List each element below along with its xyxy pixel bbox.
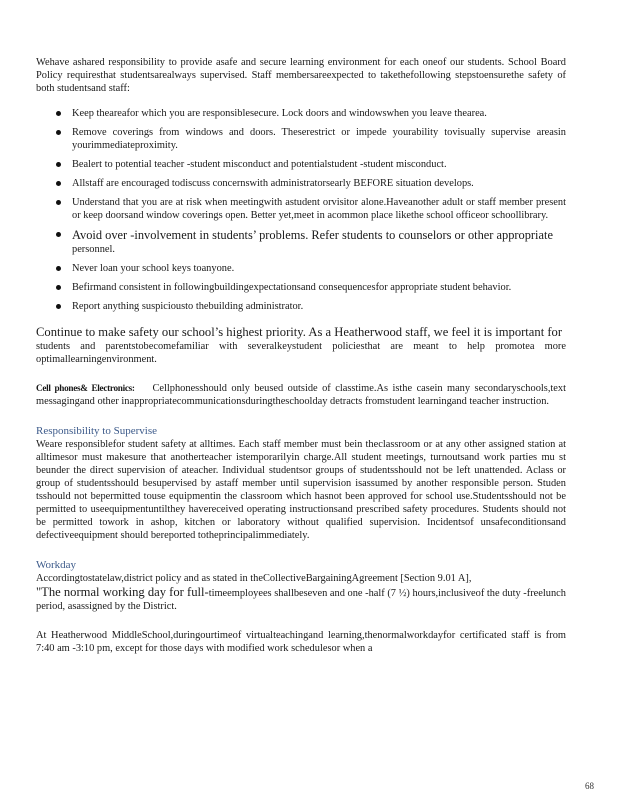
bullet-icon: [56, 200, 61, 205]
workday-quote: [36, 585, 566, 613]
cell-phones-paragraph: [36, 382, 566, 408]
workday-quote-lead: "The normal working day for full-: [36, 585, 209, 599]
priority-lead: Continue to make safety our school’s highest priority. As a Heatherwood staff, we feel it is important for: [36, 325, 563, 339]
heatherwood-paragraph: At Heatherwood MiddleSchool,duringourtimeof virtualteachingand learning,thenormalworkdayfor certificated staff is from 7:40 am -3:10 pm, except for those days with modified work schedulesor when a: [36, 630, 566, 654]
responsibility-heading: Responsibility to Supervise: [36, 425, 157, 437]
workday-section: [36, 558, 566, 613]
workday-line: Accordingtostatelaw,district policy and as stated in theCollectiveBargainingAgreement [Section 9.01 A],: [36, 573, 472, 584]
bullet-icon: [56, 304, 61, 309]
bullet-icon: [56, 162, 61, 167]
workday-heading: Workday: [36, 559, 77, 571]
bullet-icon: [56, 285, 61, 290]
document-page: [36, 56, 566, 655]
bullet-icon: [56, 111, 61, 116]
responsibility-section: [36, 424, 566, 542]
list-item: [56, 196, 566, 222]
list-item: [56, 228, 566, 256]
list-item-text: Understand that you are at risk when meetingwith astudent orvisitor alone.Haveanother adult or staff member present or keep doorsand window coverings open. Better yet,meet in acommon place likethe school officeor schoollibrary.: [72, 197, 566, 221]
list-item: [56, 126, 566, 152]
priority-paragraph: [36, 325, 566, 366]
list-item: [56, 107, 566, 120]
list-item: [56, 158, 566, 171]
page-number: 68: [585, 781, 594, 791]
bullet-icon: [56, 266, 61, 271]
list-item-text-continued: personnel.: [72, 244, 115, 255]
list-item-text: Befirmand consistent in followingbuildingexpectationsand consequencesfor appropriate student behavior.: [72, 282, 512, 293]
list-item-text: Report anything suspiciousto thebuilding administrator.: [72, 301, 304, 312]
list-item-text: Keep theareafor which you are responsiblesecure. Lock doors and windowswhen you leave thearea.: [72, 108, 487, 119]
responsibility-text: Weare responsiblefor student safety at alltimes. Each staff member must bein theclassroom or at any other assigned station at alltimesor must makesure that anotherteacher istemporarilyin charge.All student meetings, turnoutsand work parties mu st beunder the direct supervision of ateacher. Individual studentsor groups of studentsshould not be left unattended. Aclass or group of studentsshould besupervised by astaff member until supervision isassumed by another responsible person. Studen tsshould not bepermitted touse equipmentin the classroom which hasnot been approved for school use.Studentsshould not be permitted to useequipmentuntilthey havereceived operating instructionsand prescribed safety procedures. Students should not be permitted towork in ashop, kitchen or laboratory without qualified supervision. Incidentsof unsafeconditionsand defectiveequipment should bereported totheprincipalimmediately.: [36, 439, 566, 541]
bullet-icon: [56, 181, 61, 186]
intro-paragraph: Wehave ashared responsibility to provide asafe and secure learning environment for each oneof our students. School Board Policy requiresthat studentsarealways supervised. Staff membersareexpected to takethefollowing stepstoensurethe safety of both studentsand staff:: [36, 57, 566, 94]
list-item: [56, 262, 566, 275]
list-item-text: Never loan your school keys toanyone.: [72, 263, 235, 274]
priority-text: students and parentstobecomefamiliar with severalkeystudent policiesthat are meant to help promotea more optimallearningenvironment.: [36, 341, 566, 365]
list-item-text: Remove coverings from windows and doors. Theserestrict or impede yourability tovisually supervise areasin yourimmediateproximity.: [72, 127, 566, 151]
list-item-text: Bealert to potential teacher -student misconduct and potentialstudent -student misconduct.: [72, 159, 447, 170]
safety-steps-list: [36, 107, 566, 313]
bullet-icon: [56, 232, 61, 237]
list-item-text: Allstaff are encouraged todiscuss concernswith administratorsearly BEFORE situation develops.: [72, 178, 474, 189]
cell-phones-label: Cell phones& Electronics:: [36, 383, 135, 393]
bullet-icon: [56, 130, 61, 135]
workday-quote-rest: timeemployees shallbeseven and one -half (7 ½) hours,inclusiveof the duty -freelunch period, asassigned by the District.: [36, 588, 566, 612]
list-item-text: Avoid over -involvement in students’ problems. Refer students to counselors or other appropriate: [72, 228, 553, 242]
list-item: [56, 177, 566, 190]
list-item: [56, 281, 566, 294]
list-item: [56, 300, 566, 313]
cell-phones-text: Cellphonesshould only beused outside of classtime.As isthe casein many secondaryschools,text messagingand other inappropriatecommunicationsduringtheschoolday detracts fromstudent learningand teacher instruction.: [36, 383, 566, 407]
